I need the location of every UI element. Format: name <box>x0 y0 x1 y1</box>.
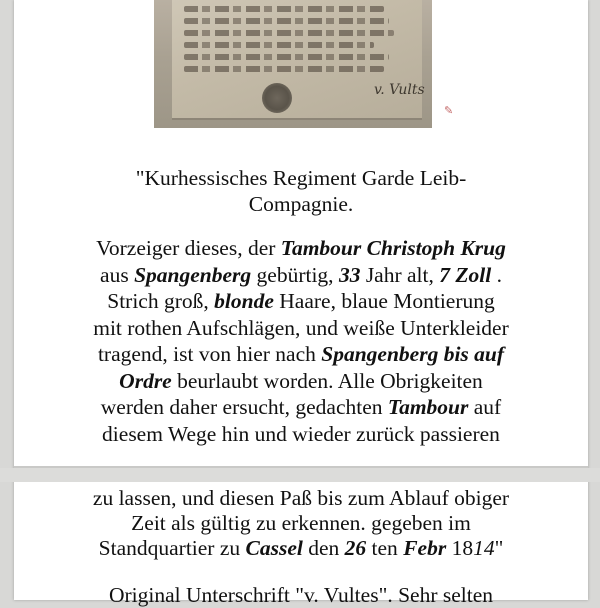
script-line <box>184 54 389 60</box>
text-segment: Zeit als gültig zu erkennen. gegeben im <box>131 511 471 535</box>
text-segment: ten <box>366 536 404 560</box>
emphasized-text: Tambour <box>387 395 469 419</box>
script-line <box>184 66 384 72</box>
text-segment: Haare, blaue Montierung <box>273 289 495 313</box>
text-line <box>14 394 588 421</box>
text-line <box>14 315 588 342</box>
text-segment: auf <box>468 395 502 419</box>
emphasized-text: Zoll <box>455 262 492 287</box>
text-segment: Jahr alt, <box>360 262 440 287</box>
script-line <box>184 6 384 12</box>
text-line <box>14 486 588 511</box>
page-gap <box>0 468 600 482</box>
text-line <box>14 341 588 368</box>
emphasized-text: blonde <box>214 289 274 313</box>
text-segment: aus <box>100 262 135 287</box>
text-line <box>14 536 588 561</box>
text-segment: " <box>494 536 504 560</box>
document-title <box>14 165 588 217</box>
seal-icon <box>262 83 292 113</box>
text-segment: tragend, ist von hier nach <box>97 342 322 366</box>
document-body <box>14 235 588 447</box>
text-segment: den <box>302 536 345 560</box>
emphasized-text: Spangenberg <box>134 262 252 287</box>
title-line-2: Compagnie. <box>248 192 354 216</box>
footer-note: Original Unterschrift "v. Vultes". Sehr selten <box>108 583 494 607</box>
script-line <box>184 42 374 48</box>
emphasized-text: 7 <box>439 262 450 287</box>
script-line <box>184 30 394 36</box>
emphasized-text: Ordre <box>119 368 172 393</box>
text-segment: Vorzeiger dieses, der <box>96 236 281 260</box>
emphasized-text: Cassel <box>245 536 303 560</box>
text-segment: mit rothen Aufschlägen, und weiße Unterkleider <box>93 315 509 340</box>
text-segment: 18 <box>446 536 474 560</box>
document-photo <box>154 0 432 128</box>
emphasized-text: Febr <box>403 536 447 560</box>
title-line-1: "Kurhessisches Regiment Garde Leib- <box>135 166 467 190</box>
text-segment: zu lassen, und diesen Paß bis zum Ablauf obiger <box>92 486 510 510</box>
text-segment: beurlaubt worden. Alle Obrigkeiten <box>171 368 483 393</box>
text-line <box>14 368 588 395</box>
corner-mark-icon: ✎ <box>444 105 454 117</box>
text-line <box>14 262 588 289</box>
emphasized-text: Tambour Christoph Krug <box>280 236 506 260</box>
text-segment: gebürtig, <box>251 262 339 287</box>
text-segment: Strich groß, <box>107 289 215 313</box>
photo-signature: v. Vults <box>374 82 425 98</box>
script-line <box>184 18 389 24</box>
text-line <box>14 511 588 536</box>
text-line <box>14 235 588 262</box>
text-segment: diesem Wege hin und wieder zurück passieren <box>102 421 500 446</box>
text-line <box>14 288 588 315</box>
text-segment: . <box>491 262 502 287</box>
emphasized-text: Spangenberg bis auf <box>321 342 505 366</box>
emphasized-text: 26 <box>344 536 367 560</box>
text-segment: Standquartier zu <box>98 536 246 560</box>
document-body-continued <box>14 486 588 561</box>
text-line <box>14 421 588 448</box>
text-segment: 14 <box>473 536 495 560</box>
emphasized-text: 33 <box>338 262 361 287</box>
text-segment: werden daher ersucht, gedachten <box>100 395 388 419</box>
